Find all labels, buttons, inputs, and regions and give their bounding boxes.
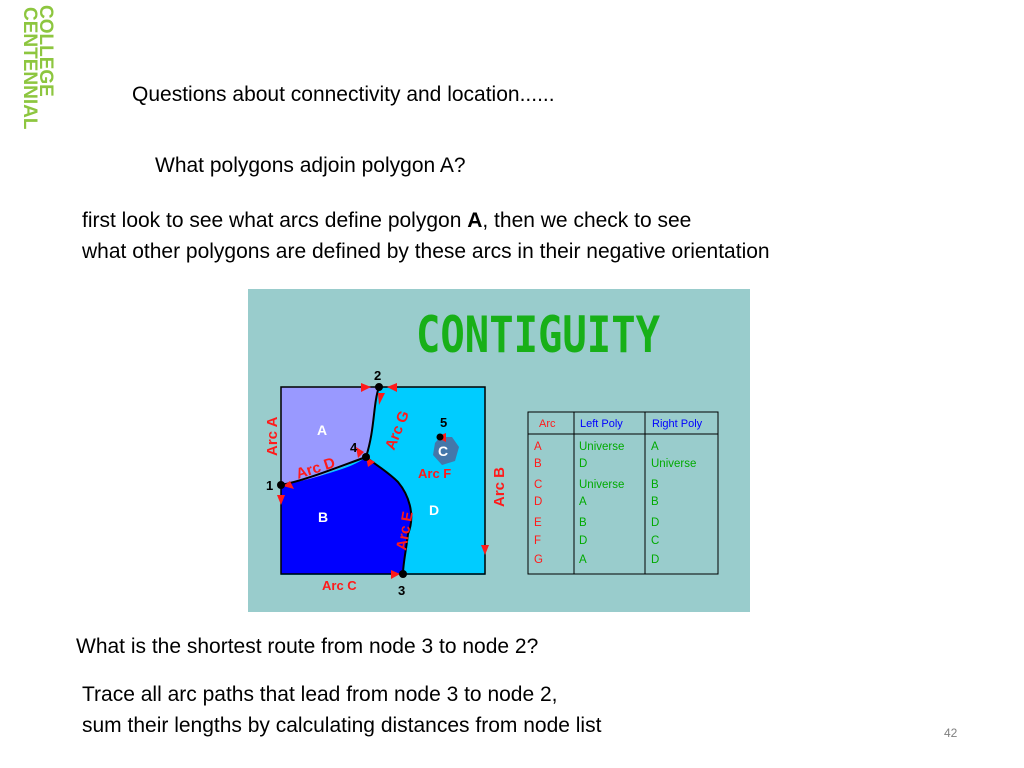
table-cell-arc: G	[534, 554, 543, 566]
node-label: 3	[398, 583, 406, 598]
table-cell-arc: A	[534, 441, 542, 453]
table-cell-left-poly: B	[579, 517, 587, 529]
question-adjoin: What polygons adjoin polygon A?	[155, 154, 466, 177]
table-cell-arc: D	[534, 496, 543, 508]
table-cell-right-poly: A	[651, 441, 659, 453]
polygon-d-label: D	[429, 502, 440, 518]
table-header-right-poly: Right Poly	[652, 418, 703, 430]
arc-e-label: Arc E	[393, 510, 417, 552]
node-3-dot	[399, 570, 407, 578]
table-cell-right-poly: B	[651, 479, 659, 491]
slide-number: 42	[944, 726, 958, 740]
contiguity-figure	[248, 289, 750, 612]
logo-college-text: COLLEGE	[35, 5, 56, 97]
node-5-dot	[437, 434, 444, 441]
explain-line-1-bold: A	[467, 209, 483, 232]
table-cell-left-poly: A	[579, 554, 587, 566]
table-cell-right-poly: B	[651, 496, 659, 508]
table-cell-left-poly: Universe	[579, 479, 625, 491]
trace-line-2: sum their lengths by calculating distances from node list	[82, 714, 602, 737]
table-cell-left-poly: A	[579, 496, 587, 508]
polygon-b-label: B	[318, 509, 329, 525]
node-label: 4	[350, 440, 358, 455]
centennial-college-logo	[4, 2, 56, 162]
slide-heading: Questions about connectivity and location......	[132, 83, 555, 106]
table-header-arc: Arc	[539, 418, 556, 430]
table-cell-right-poly: D	[651, 517, 660, 529]
table-cell-right-poly: Universe	[651, 458, 697, 470]
explain-line-1	[82, 208, 691, 233]
table-cell-left-poly: Universe	[579, 441, 625, 453]
node-label: 5	[440, 415, 448, 430]
node-4-dot	[362, 453, 370, 461]
polygon-a-label: A	[317, 422, 328, 438]
table-cell-arc: F	[534, 535, 542, 547]
table-header-left-poly: Left Poly	[580, 418, 623, 430]
trace-line-1: Trace all arc paths that lead from node 3 to node 2,	[82, 683, 558, 706]
explain-line-1-pre: first look to see what arcs define polygon	[82, 209, 468, 232]
arc-a-label: Arc A	[264, 416, 281, 456]
polygon-c-label: C	[438, 443, 449, 459]
arc-b-label: Arc B	[491, 466, 508, 507]
table-cell-left-poly: D	[579, 535, 588, 547]
arc-f-label: Arc F	[418, 466, 452, 481]
logo-centennial-text: CENTENNIAL	[19, 7, 40, 130]
node-2-dot	[375, 383, 383, 391]
figure-title: CONTIGUITY	[416, 306, 660, 364]
table-cell-arc: E	[534, 517, 542, 529]
table-cell-arc: B	[534, 458, 542, 470]
table-cell-left-poly: D	[579, 458, 588, 470]
arc-d-label: Arc D	[293, 454, 338, 483]
explain-line-2: what other polygons are defined by these arcs in their negative orientation	[82, 240, 770, 263]
arc-c-label: Arc C	[322, 578, 357, 593]
explain-line-1-post: , then we check to see	[482, 209, 692, 232]
table-cell-right-poly: D	[651, 554, 660, 566]
node-1-dot	[277, 481, 285, 489]
question-shortest-route: What is the shortest route from node 3 to node 2?	[76, 635, 539, 658]
node-label: 1	[266, 478, 274, 493]
arc-g-label: Arc G	[381, 408, 414, 453]
table-cell-right-poly: C	[651, 535, 660, 547]
table-cell-arc: C	[534, 479, 543, 491]
node-label: 2	[374, 368, 382, 383]
